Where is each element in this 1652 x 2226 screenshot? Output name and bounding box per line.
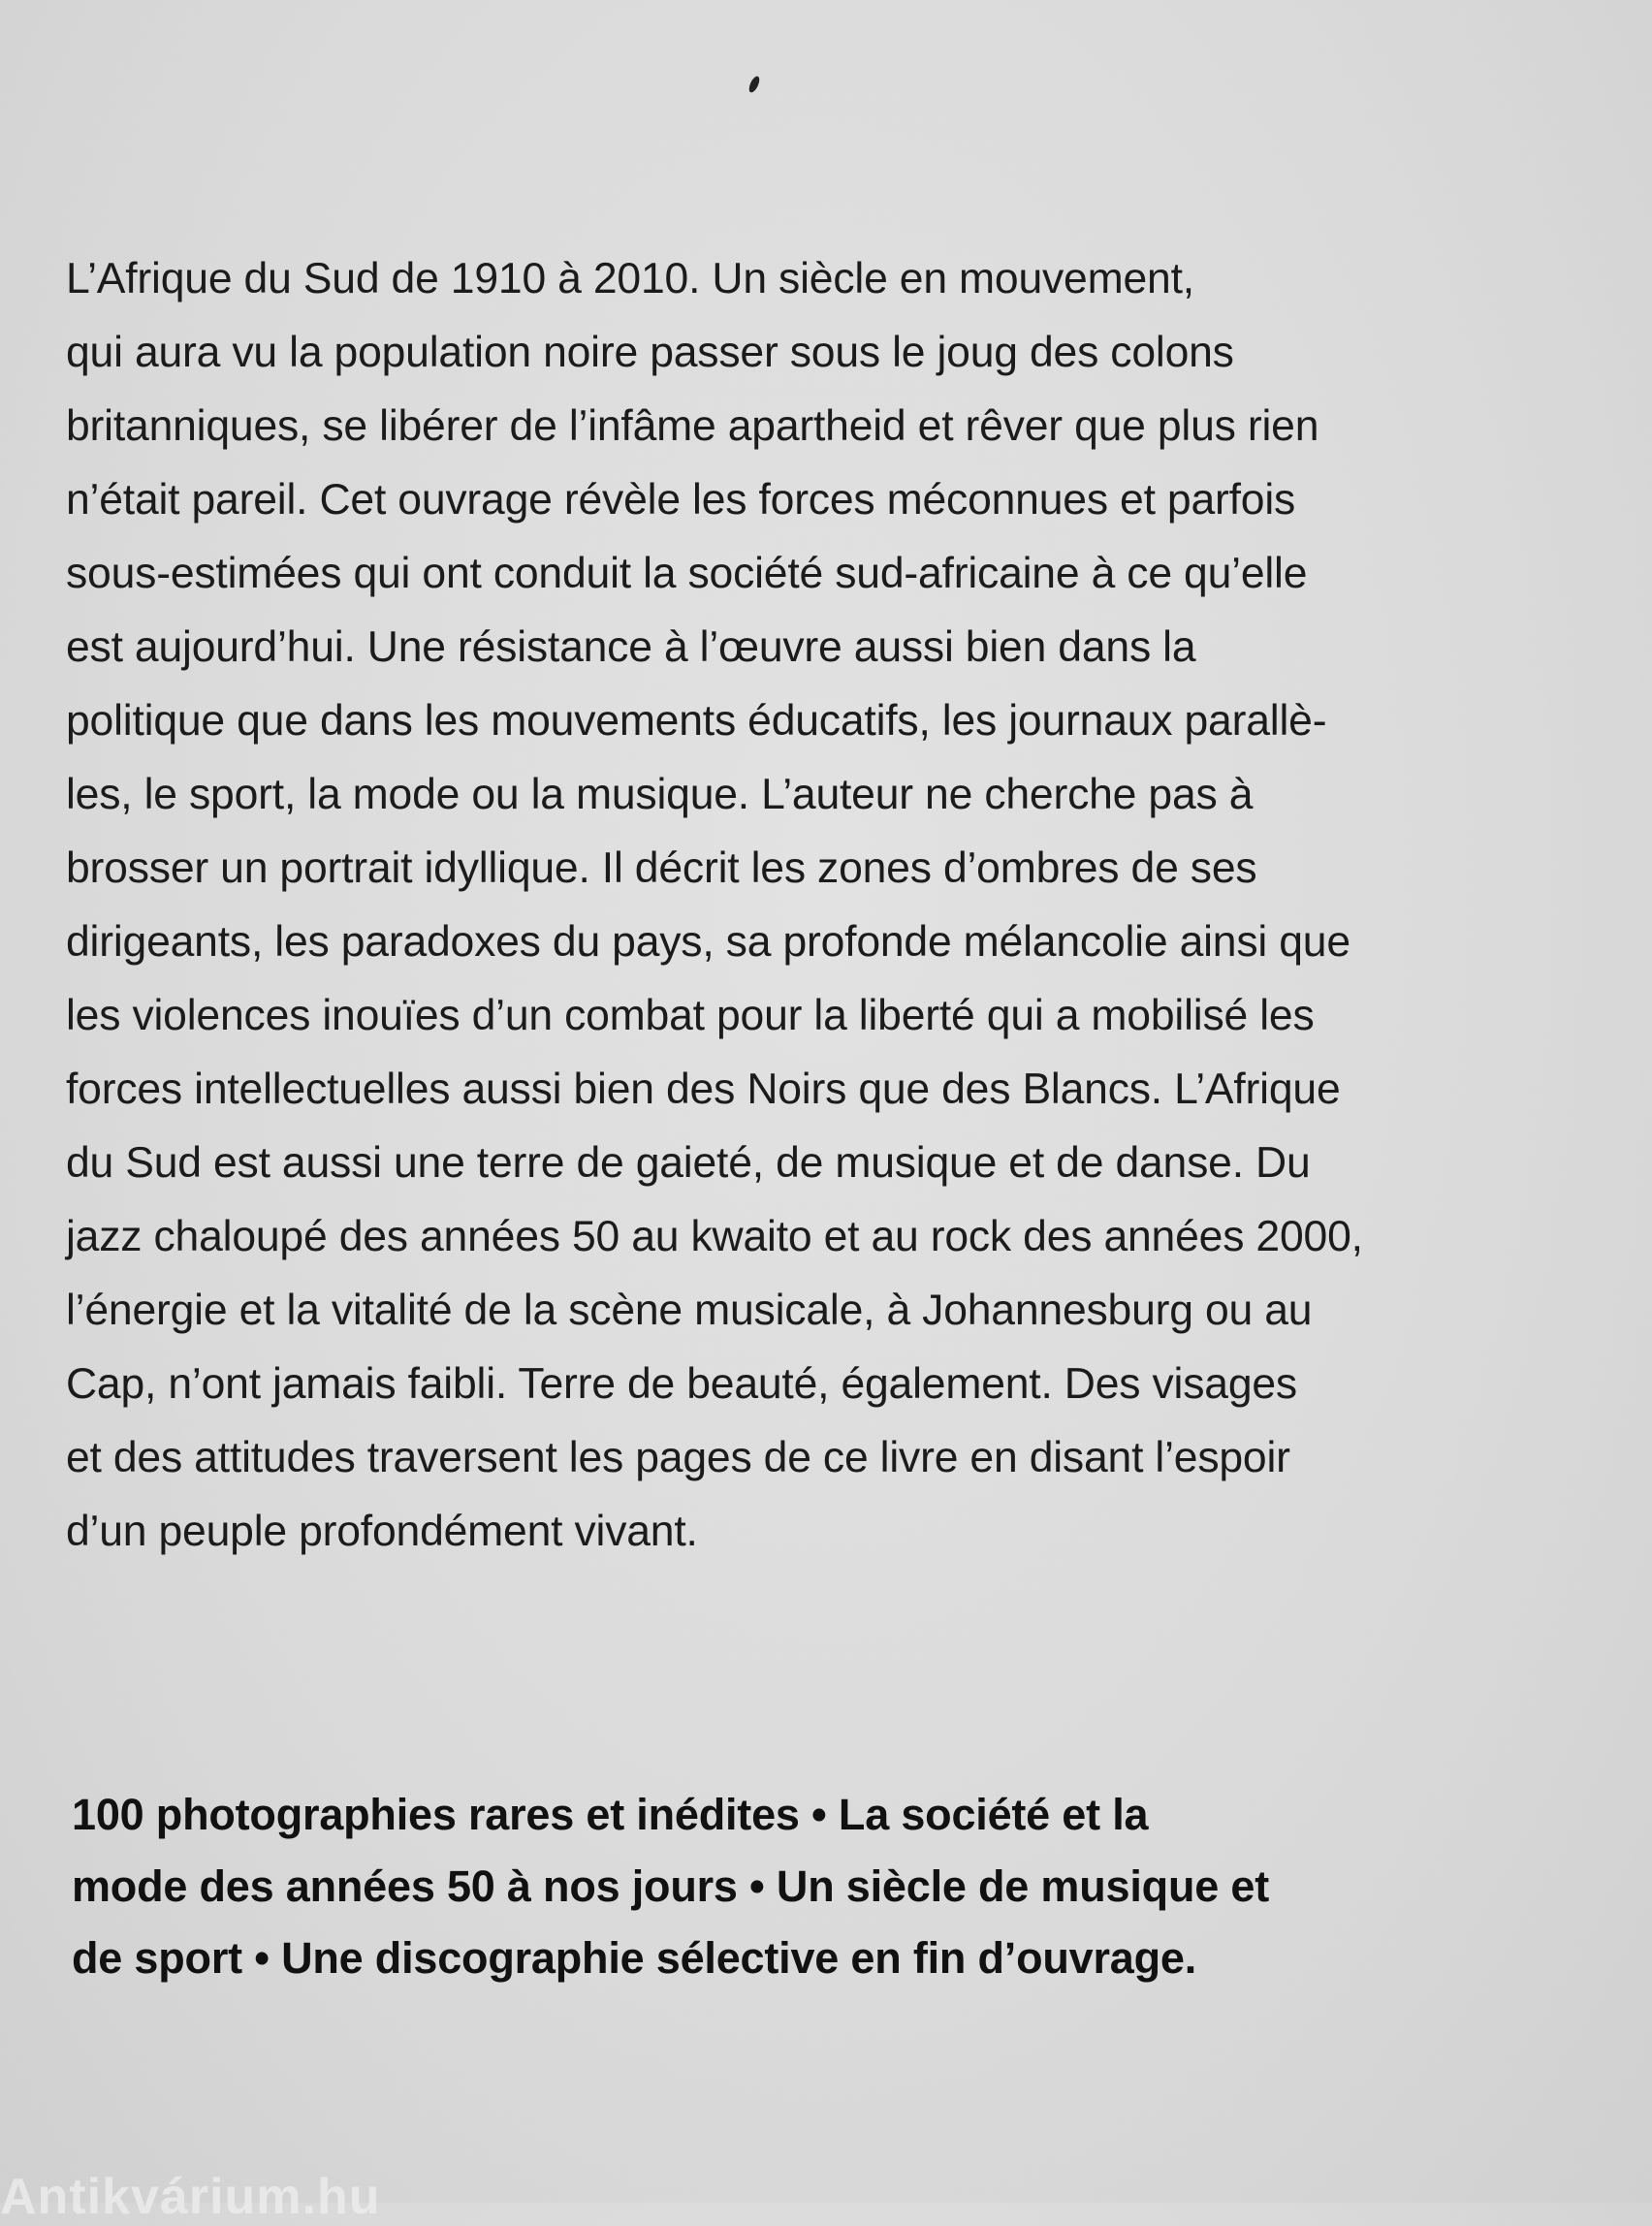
- description-line: dirigeants, les paradoxes du pays, sa profonde mélancolie ainsi que: [66, 918, 1350, 966]
- watermark: Antikvárium.hu: [0, 2169, 381, 2225]
- description-line: britanniques, se libérer de l’infâme apartheid et rêver que plus rien: [66, 402, 1319, 450]
- description-line: brosser un portrait idyllique. Il décrit les zones d’ombres de ses: [66, 844, 1257, 892]
- description-line: l’énergie et la vitalité de la scène musicale, à Johannesburg ou au: [66, 1287, 1313, 1334]
- description-line: politique que dans les mouvements éducatifs, les journaux parallè-: [66, 697, 1327, 745]
- description-line: jazz chaloupé des années 50 au kwaito et au rock des années 2000,: [66, 1213, 1363, 1260]
- description-line: est aujourd’hui. Une résistance à l’œuvre aussi bien dans la: [66, 623, 1196, 671]
- features-highlights: [72, 1779, 1584, 1994]
- features-line: 100 photographies rares et inédites • La société et la: [72, 1790, 1149, 1839]
- description-line: du Sud est aussi une terre de gaieté, de musique et de danse. Du: [66, 1139, 1311, 1187]
- description-line: forces intellectuelles aussi bien des Noirs que des Blancs. L’Afrique: [66, 1065, 1341, 1113]
- description-line: sous-estimées qui ont conduit la société sud-africaine à ce qu’elle: [66, 550, 1308, 597]
- description-line: et des attitudes traversent les pages de ce livre en disant l’espoir: [66, 1434, 1290, 1481]
- description-line: qui aura vu la population noire passer sous le joug des colons: [66, 329, 1234, 376]
- description-line: n’était pareil. Cet ouvrage révèle les forces méconnues et parfois: [66, 476, 1296, 524]
- description-line: L’Afrique du Sud de 1910 à 2010. Un siècle en mouvement,: [66, 255, 1194, 302]
- features-line: de sport • Une discographie sélective en fin d’ouvrage.: [72, 1933, 1197, 1983]
- description-line: les violences inouïes d’un combat pour la liberté qui a mobilisé les: [66, 992, 1315, 1039]
- description-paragraph: [66, 242, 1598, 1569]
- ink-speck: [747, 75, 762, 94]
- features-line: mode des années 50 à nos jours • Un siècle de musique et: [72, 1861, 1269, 1911]
- description-line: Cap, n’ont jamais faibli. Terre de beauté, également. Des visages: [66, 1360, 1297, 1408]
- description-line: les, le sport, la mode ou la musique. L’auteur ne cherche pas à: [66, 771, 1254, 818]
- description-line: d’un peuple profondément vivant.: [66, 1508, 698, 1555]
